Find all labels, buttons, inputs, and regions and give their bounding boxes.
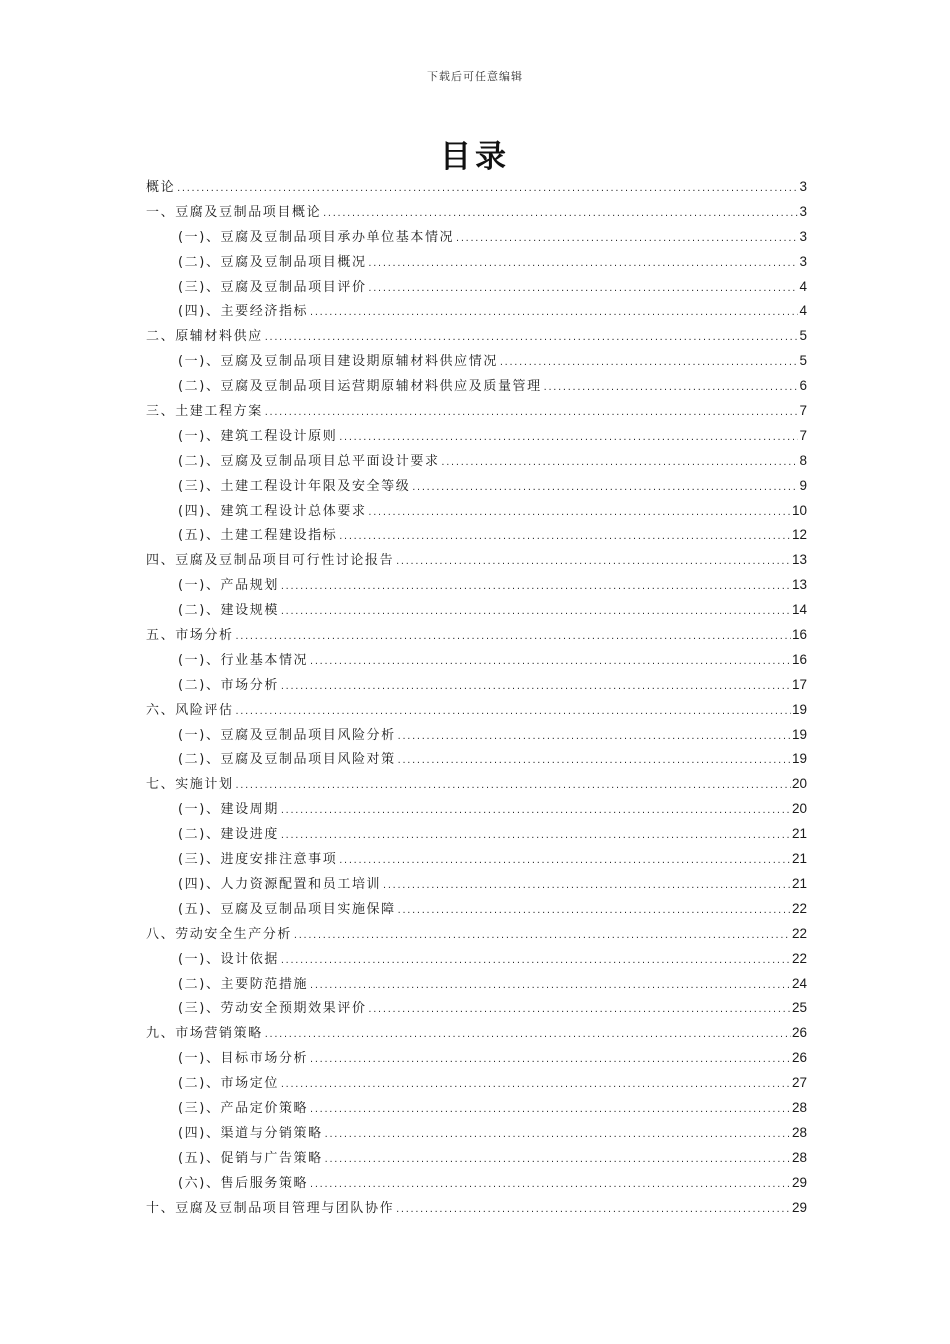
toc-entry-section[interactable] — [146, 1046, 807, 1071]
toc-page-number: 9 — [799, 477, 807, 493]
toc-page-number: 19 — [791, 751, 807, 767]
toc-entry-section[interactable] — [146, 275, 807, 300]
toc-entry-section[interactable] — [146, 723, 807, 748]
toc-dot-leader — [264, 1023, 791, 1048]
toc-dot-leader — [280, 675, 791, 700]
toc-page-number: 29 — [791, 1199, 807, 1215]
toc-entry-text: (四)、人力资源配置和员工培训 — [178, 876, 382, 892]
toc-dot-leader — [397, 749, 791, 774]
toc-entry-chapter[interactable] — [146, 200, 807, 225]
header-note: 下载后可任意编辑 — [427, 70, 523, 83]
toc-entry-text: (二)、建设进度 — [178, 827, 279, 843]
toc-page-number: 3 — [799, 179, 807, 194]
toc-page-number: 14 — [791, 602, 807, 618]
toc-page-number: 16 — [791, 651, 807, 667]
toc-entry-text: 九、市场营销策略 — [146, 1026, 263, 1042]
toc-dot-leader — [441, 451, 799, 476]
toc-entry-section[interactable] — [146, 598, 807, 623]
toc-entry-section[interactable] — [146, 225, 807, 250]
toc-page-number: 3 — [799, 253, 807, 269]
toc-page-number: 4 — [799, 303, 807, 319]
toc-page-number: 21 — [791, 826, 807, 842]
toc-entry-section[interactable] — [146, 523, 807, 548]
toc-entry-text: (三)、产品定价策略 — [178, 1100, 309, 1116]
toc-dot-leader — [235, 625, 791, 650]
toc-page-number: 13 — [791, 552, 807, 568]
toc-dot-leader — [382, 874, 791, 899]
toc-entry-text: (三)、劳动安全预期效果评价 — [178, 1001, 367, 1017]
toc-dot-leader — [368, 277, 799, 302]
toc-page-number: 5 — [799, 353, 807, 369]
toc-dot-leader — [368, 252, 799, 277]
toc-page-number: 16 — [791, 627, 807, 643]
toc-entry-text: (二)、豆腐及豆制品项目总平面设计要求 — [178, 453, 440, 469]
table-of-contents — [146, 175, 807, 1220]
toc-page-number: 3 — [799, 203, 807, 219]
toc-dot-leader — [395, 550, 791, 575]
toc-page-number: 29 — [791, 1174, 807, 1190]
toc-entry-section[interactable] — [146, 474, 807, 499]
toc-title: 目录 — [440, 139, 510, 175]
toc-page-number: 22 — [791, 900, 807, 916]
toc-entry-chapter[interactable] — [146, 548, 807, 573]
toc-dot-leader — [309, 1048, 791, 1073]
toc-entry-text: (二)、市场定位 — [178, 1076, 279, 1092]
toc-entry-section[interactable] — [146, 996, 807, 1021]
toc-page-number: 20 — [791, 776, 807, 792]
toc-entry-text: (一)、豆腐及豆制品项目风险分析 — [178, 727, 396, 743]
toc-dot-leader — [309, 650, 791, 675]
toc-dot-leader — [338, 525, 791, 550]
toc-page-number: 20 — [791, 801, 807, 817]
toc-page-number: 3 — [799, 228, 807, 244]
toc-entry-text: (一)、产品规划 — [178, 578, 279, 594]
toc-page-number: 4 — [799, 278, 807, 294]
toc-entry-text: (二)、豆腐及豆制品项目运营期原辅材料供应及质量管理 — [178, 379, 542, 395]
toc-entry-section[interactable] — [146, 872, 807, 897]
toc-entry-section[interactable] — [146, 250, 807, 275]
toc-entry-chapter[interactable] — [146, 1196, 807, 1221]
toc-entry-section[interactable] — [146, 972, 807, 997]
toc-dot-leader — [395, 1198, 791, 1223]
toc-entry-section[interactable] — [146, 847, 807, 872]
toc-entry-section[interactable] — [146, 1146, 807, 1171]
toc-dot-leader — [280, 799, 791, 824]
toc-page-number: 28 — [791, 1149, 807, 1165]
toc-dot-leader — [324, 1148, 791, 1173]
toc-dot-leader — [235, 700, 791, 725]
toc-entry-text: (五)、促销与广告策略 — [178, 1150, 323, 1166]
toc-page-number: 19 — [791, 726, 807, 742]
toc-page-number: 6 — [799, 378, 807, 394]
toc-dot-leader — [235, 774, 791, 799]
toc-dot-leader — [543, 376, 799, 401]
toc-entry-text: 五、市场分析 — [146, 628, 234, 644]
toc-entry-section[interactable] — [146, 573, 807, 598]
toc-entry-chapter[interactable] — [146, 175, 807, 200]
toc-page-number: 10 — [791, 502, 807, 518]
toc-entry-text: (一)、建设周期 — [178, 802, 279, 818]
toc-page-number: 24 — [791, 975, 807, 991]
toc-dot-leader — [338, 849, 791, 874]
toc-entry-text: 概论 — [146, 180, 176, 195]
toc-entry-section[interactable] — [146, 1121, 807, 1146]
toc-entry-text: (三)、豆腐及豆制品项目评价 — [178, 279, 367, 295]
toc-dot-leader — [397, 725, 791, 750]
toc-dot-leader — [280, 949, 791, 974]
toc-dot-leader — [338, 426, 798, 451]
toc-entry-section[interactable] — [146, 349, 807, 374]
toc-entry-chapter[interactable] — [146, 623, 807, 648]
toc-entry-text: (五)、土建工程建设指标 — [178, 528, 338, 544]
toc-dot-leader — [455, 227, 798, 252]
toc-entry-text: (六)、售后服务策略 — [178, 1175, 309, 1191]
toc-entry-chapter[interactable] — [146, 772, 807, 797]
toc-dot-leader — [397, 899, 791, 924]
toc-entry-text: (二)、豆腐及豆制品项目风险对策 — [178, 752, 396, 768]
toc-entry-text: (一)、行业基本情况 — [178, 652, 309, 668]
toc-dot-leader — [293, 924, 791, 949]
toc-page-number: 5 — [799, 328, 807, 344]
toc-entry-section[interactable] — [146, 299, 807, 324]
toc-entry-text: 二、原辅材料供应 — [146, 329, 263, 345]
toc-entry-text: (四)、建筑工程设计总体要求 — [178, 503, 367, 519]
toc-entry-chapter[interactable] — [146, 698, 807, 723]
toc-page-number: 13 — [791, 577, 807, 593]
toc-dot-leader — [176, 177, 798, 202]
toc-dot-leader — [309, 974, 791, 999]
toc-entry-text: 一、豆腐及豆制品项目概论 — [146, 204, 322, 220]
toc-entry-chapter[interactable] — [146, 922, 807, 947]
toc-entry-text: (四)、主要经济指标 — [178, 304, 309, 320]
toc-entry-section[interactable] — [146, 424, 807, 449]
toc-entry-section[interactable] — [146, 747, 807, 772]
toc-entry-text: (四)、渠道与分销策略 — [178, 1125, 323, 1141]
toc-page-number: 27 — [791, 1075, 807, 1091]
toc-page-number: 17 — [791, 676, 807, 692]
toc-dot-leader — [499, 351, 799, 376]
toc-page-number: 21 — [791, 851, 807, 867]
toc-page-number: 28 — [791, 1124, 807, 1140]
toc-dot-leader — [309, 1173, 791, 1198]
toc-entry-text: 三、土建工程方案 — [146, 404, 263, 420]
toc-dot-leader — [309, 301, 798, 326]
toc-entry-section[interactable] — [146, 1096, 807, 1121]
toc-entry-section[interactable] — [146, 648, 807, 673]
toc-entry-text: (五)、豆腐及豆制品项目实施保障 — [178, 901, 396, 917]
toc-entry-text: (一)、设计依据 — [178, 951, 279, 967]
toc-entry-section[interactable] — [146, 449, 807, 474]
toc-entry-section[interactable] — [146, 1071, 807, 1096]
toc-entry-section[interactable] — [146, 947, 807, 972]
toc-page-number: 26 — [791, 1025, 807, 1041]
toc-entry-text: (三)、土建工程设计年限及安全等级 — [178, 478, 411, 494]
toc-page-number: 22 — [791, 925, 807, 941]
toc-dot-leader — [322, 202, 798, 227]
toc-entry-text: (二)、建设规模 — [178, 603, 279, 619]
toc-dot-leader — [368, 501, 791, 526]
toc-entry-section[interactable] — [146, 499, 807, 524]
toc-entry-chapter[interactable] — [146, 1021, 807, 1046]
toc-entry-section[interactable] — [146, 374, 807, 399]
toc-entry-text: (二)、豆腐及豆制品项目概况 — [178, 254, 367, 270]
toc-entry-text: (一)、建筑工程设计原则 — [178, 428, 338, 444]
toc-page-number: 21 — [791, 875, 807, 891]
toc-dot-leader — [411, 476, 798, 501]
toc-entry-text: (一)、目标市场分析 — [178, 1051, 309, 1067]
toc-entry-text: (一)、豆腐及豆制品项目承办单位基本情况 — [178, 229, 455, 245]
toc-dot-leader — [280, 575, 791, 600]
toc-entry-text: 八、劳动安全生产分析 — [146, 926, 293, 942]
toc-page-number: 19 — [791, 701, 807, 717]
toc-page-number: 12 — [791, 527, 807, 543]
toc-entry-text: (二)、主要防范措施 — [178, 976, 309, 992]
toc-dot-leader — [280, 824, 791, 849]
toc-entry-section[interactable] — [146, 897, 807, 922]
toc-entry-section[interactable] — [146, 673, 807, 698]
toc-dot-leader — [368, 998, 791, 1023]
toc-dot-leader — [280, 600, 791, 625]
toc-dot-leader — [309, 1098, 791, 1123]
toc-page-number: 7 — [799, 427, 807, 443]
toc-entry-text: 七、实施计划 — [146, 777, 234, 793]
toc-page-number: 22 — [791, 950, 807, 966]
toc-entry-section[interactable] — [146, 797, 807, 822]
toc-page-number: 8 — [799, 452, 807, 468]
toc-dot-leader — [324, 1123, 791, 1148]
toc-entry-section[interactable] — [146, 1171, 807, 1196]
toc-page-number: 28 — [791, 1099, 807, 1115]
toc-dot-leader — [280, 1073, 791, 1098]
toc-page-number: 7 — [799, 403, 807, 419]
toc-entry-text: (二)、市场分析 — [178, 677, 279, 693]
toc-page-number: 25 — [791, 1000, 807, 1016]
toc-entry-text: (一)、豆腐及豆制品项目建设期原辅材料供应情况 — [178, 354, 498, 370]
toc-page-number: 26 — [791, 1050, 807, 1066]
toc-entry-text: 四、豆腐及豆制品项目可行性讨论报告 — [146, 553, 395, 569]
toc-dot-leader — [264, 401, 799, 426]
toc-entry-text: (三)、进度安排注意事项 — [178, 852, 338, 868]
toc-entry-chapter[interactable] — [146, 399, 807, 424]
toc-entry-chapter[interactable] — [146, 324, 807, 349]
toc-dot-leader — [264, 326, 799, 351]
toc-entry-section[interactable] — [146, 822, 807, 847]
toc-entry-text: 十、豆腐及豆制品项目管理与团队协作 — [146, 1200, 395, 1216]
toc-entry-text: 六、风险评估 — [146, 702, 234, 718]
